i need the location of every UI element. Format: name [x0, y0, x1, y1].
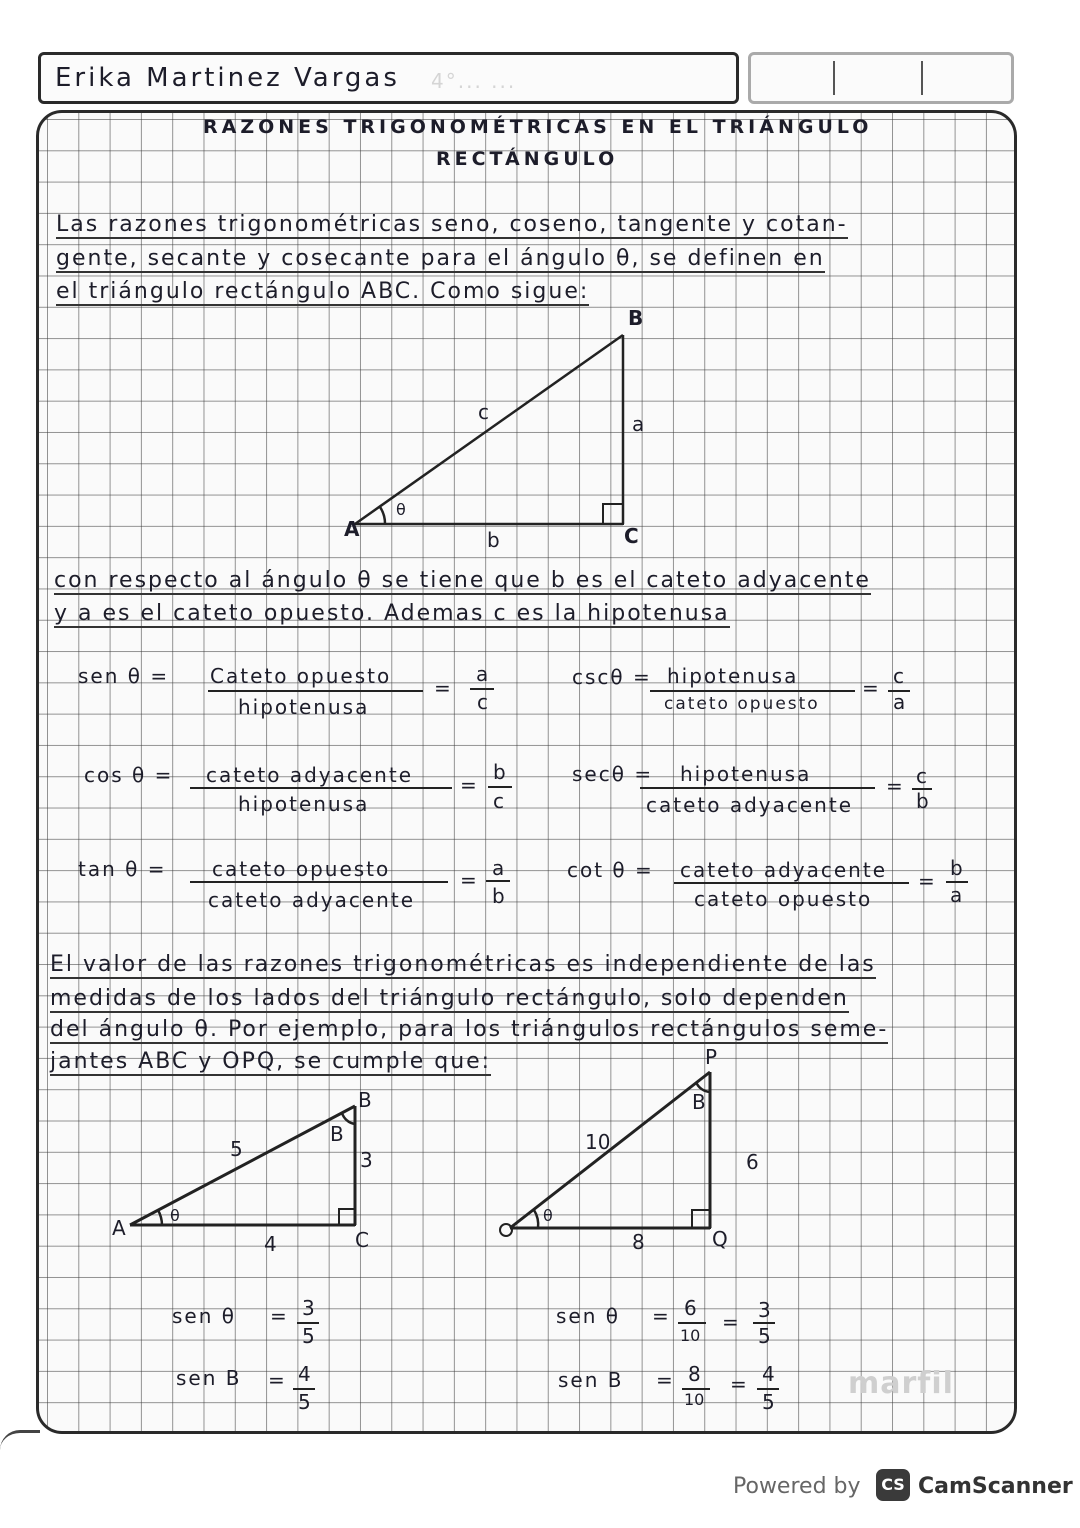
ex-right-sen-b-eq2: = [730, 1372, 749, 1396]
sec-ratio-num: c [916, 764, 929, 788]
csc-equals: = [862, 676, 881, 700]
fraction-bar [650, 690, 855, 692]
cot-denominator: cateto opuesto [694, 887, 873, 911]
cot-equals: = [918, 869, 937, 893]
camscanner-icon: CS [876, 1469, 910, 1501]
ex-right-sen-theta-num1: 6 [684, 1296, 699, 1320]
page-corner [0, 1430, 40, 1453]
sen-denominator: hipotenusa [238, 695, 370, 719]
beta-arc [342, 1113, 355, 1124]
sec-equals: = [886, 774, 905, 798]
page-title-line2: RECTÁNGULO [436, 148, 619, 170]
ex-right-sen-theta-eq1: = [652, 1304, 671, 1328]
ex-left-sen-b-num: 4 [298, 1362, 313, 1386]
sec-ratio-den: b [916, 789, 931, 813]
cos-denominator: hipotenusa [238, 792, 370, 816]
vertex-b-label: B [628, 306, 644, 330]
side-c-label: c [478, 400, 489, 424]
cos-numerator: cateto adyacente [206, 763, 413, 787]
ex-left-sen-b-den: 5 [298, 1390, 313, 1414]
ex-left-sen-b-eq: = [268, 1368, 287, 1392]
right-angle-mark [339, 1209, 355, 1225]
ex1-adj: 4 [264, 1232, 277, 1256]
ex-right-sen-theta-den2: 5 [758, 1324, 773, 1348]
ex2-hyp: 10 [585, 1130, 611, 1154]
sec-numerator: hipotenusa [680, 762, 812, 786]
side-b-label: b [487, 528, 500, 552]
ex1-angle-theta: θ [170, 1206, 180, 1225]
faint-text: 4°... ... [431, 69, 517, 93]
cot-numerator: cateto adyacente [680, 858, 887, 882]
sec-name: secθ = [572, 762, 654, 786]
ex-right-sen-b-den2: 5 [762, 1390, 777, 1414]
vertex-a-label: A [344, 517, 360, 541]
right-angle-mark [692, 1210, 710, 1228]
cos-name: cos θ = [84, 763, 174, 787]
ex-right-sen-theta-den1: 10 [680, 1326, 701, 1345]
angle-theta-label: θ [396, 500, 406, 519]
ex-right-sen-b-num2: 4 [762, 1362, 777, 1386]
name-field [38, 52, 739, 104]
triangle-abc-example [110, 1090, 390, 1250]
ex1-vertex-c: C [355, 1228, 369, 1252]
intro-line-3: el triángulo rectángulo ABC. Como sigue: [56, 279, 590, 304]
cos-ratio-num: b [493, 760, 508, 784]
fraction-bar [190, 787, 452, 789]
cot-name: cot θ = [567, 858, 654, 882]
date-divider [833, 61, 835, 95]
ex-right-sen-b-den1: 10 [684, 1390, 705, 1409]
cos-equals: = [460, 773, 479, 797]
angle-arc [380, 507, 385, 524]
camscanner-name: CamScanner [918, 1474, 1073, 1499]
fraction-bar [190, 881, 448, 883]
ex1-angle-beta: B [330, 1122, 344, 1146]
theta-arc [534, 1210, 538, 1228]
fraction-bar [486, 880, 510, 882]
csc-name: cscθ = [572, 665, 652, 689]
tan-equals: = [460, 868, 479, 892]
ex1-vertex-b: B [358, 1088, 372, 1112]
ex-right-sen-theta-name: sen θ [556, 1304, 620, 1328]
ex-left-sen-theta-name: sen θ [172, 1304, 236, 1328]
sen-ratio-den: c [477, 690, 490, 714]
csc-numerator: hipotenusa [667, 664, 799, 688]
independence-line-3: del ángulo θ. Por ejemplo, para los triángulos rectángulos seme- [50, 1017, 889, 1042]
tan-name: tan θ = [78, 857, 167, 881]
ex-right-sen-b-eq1: = [656, 1368, 675, 1392]
tan-ratio-num: a [492, 856, 507, 880]
csc-ratio-num: c [893, 664, 906, 688]
fraction-bar [678, 1322, 706, 1324]
intro-line-1: Las razones trigonométricas seno, coseno, tangente y cotan- [56, 212, 848, 237]
date-field [748, 52, 1014, 104]
ex1-hyp: 5 [230, 1137, 243, 1161]
ex-right-sen-b-name: sen B [558, 1368, 624, 1392]
relation-line-2: y a es el cateto opuesto. Ademas c es la hipotenusa [54, 601, 730, 626]
fraction-bar [674, 882, 909, 884]
vertex-o-circle [500, 1224, 512, 1236]
date-divider [921, 61, 923, 95]
tan-denominator: cateto adyacente [208, 888, 415, 912]
hypotenuse-line [130, 1106, 355, 1225]
tan-ratio-den: b [492, 884, 507, 908]
triangle-abc-diagram [330, 300, 670, 550]
cos-ratio-den: c [493, 789, 506, 813]
side-a-label: a [632, 412, 645, 436]
ex2-vertex-p: P [705, 1045, 718, 1069]
ex2-angle-beta: B [692, 1090, 706, 1114]
ex-left-sen-theta-num: 3 [302, 1296, 317, 1320]
cot-ratio-num: b [950, 856, 965, 880]
ex-left-sen-b-name: sen B [176, 1366, 242, 1390]
fraction-bar [208, 690, 423, 692]
powered-by-text: Powered by [733, 1474, 861, 1499]
independence-line-1: El valor de las razones trigonométricas es independiente de las [50, 952, 876, 977]
fraction-bar [488, 786, 512, 788]
independence-line-4: jantes ABC y OPQ, se cumple que: [50, 1049, 492, 1074]
ex1-opp: 3 [360, 1148, 373, 1172]
ex-right-sen-theta-eq2: = [722, 1310, 741, 1334]
sen-equals: = [434, 676, 453, 700]
sen-ratio-num: a [476, 662, 491, 686]
tan-numerator: cateto opuesto [212, 857, 391, 881]
relation-line-1: con respecto al ángulo θ se tiene que b es el cateto adyacente [54, 568, 871, 593]
csc-ratio-den: a [893, 690, 908, 714]
vertex-c-label: C [624, 524, 639, 548]
ex1-vertex-a: A [112, 1216, 126, 1240]
ex-left-sen-theta-den: 5 [302, 1324, 317, 1348]
fraction-bar [640, 787, 875, 789]
intro-line-2: gente, secante y cosecante para el ángulo θ, se definen en [56, 246, 825, 271]
page-title: RAZONES TRIGONOMÉTRICAS EN EL TRIÁNGULO [203, 116, 873, 138]
ex2-adj: 8 [632, 1230, 645, 1254]
ex2-opp: 6 [746, 1150, 759, 1174]
sen-numerator: Cateto opuesto [210, 664, 392, 688]
cot-ratio-den: a [950, 883, 965, 907]
csc-denominator: cateto opuesto [664, 694, 820, 714]
brand-watermark: marfil [848, 1366, 954, 1401]
theta-arc [158, 1210, 162, 1225]
ex2-angle-theta: θ [543, 1206, 553, 1225]
ex-right-sen-theta-num2: 3 [758, 1298, 773, 1322]
ex-left-sen-theta-eq: = [270, 1304, 289, 1328]
ex2-vertex-q: Q [712, 1227, 728, 1251]
student-name: Erika Martinez Vargas [55, 63, 400, 93]
triangle-opq-example [490, 1060, 740, 1250]
ex-right-sen-b-num1: 8 [688, 1362, 703, 1386]
hypotenuse-c [355, 335, 623, 524]
sec-denominator: cateto adyacente [646, 793, 853, 817]
independence-line-2: medidas de los lados del triángulo rectángulo, solo dependen [50, 986, 849, 1011]
right-angle-mark [603, 504, 623, 524]
sen-name: sen θ = [78, 664, 170, 688]
